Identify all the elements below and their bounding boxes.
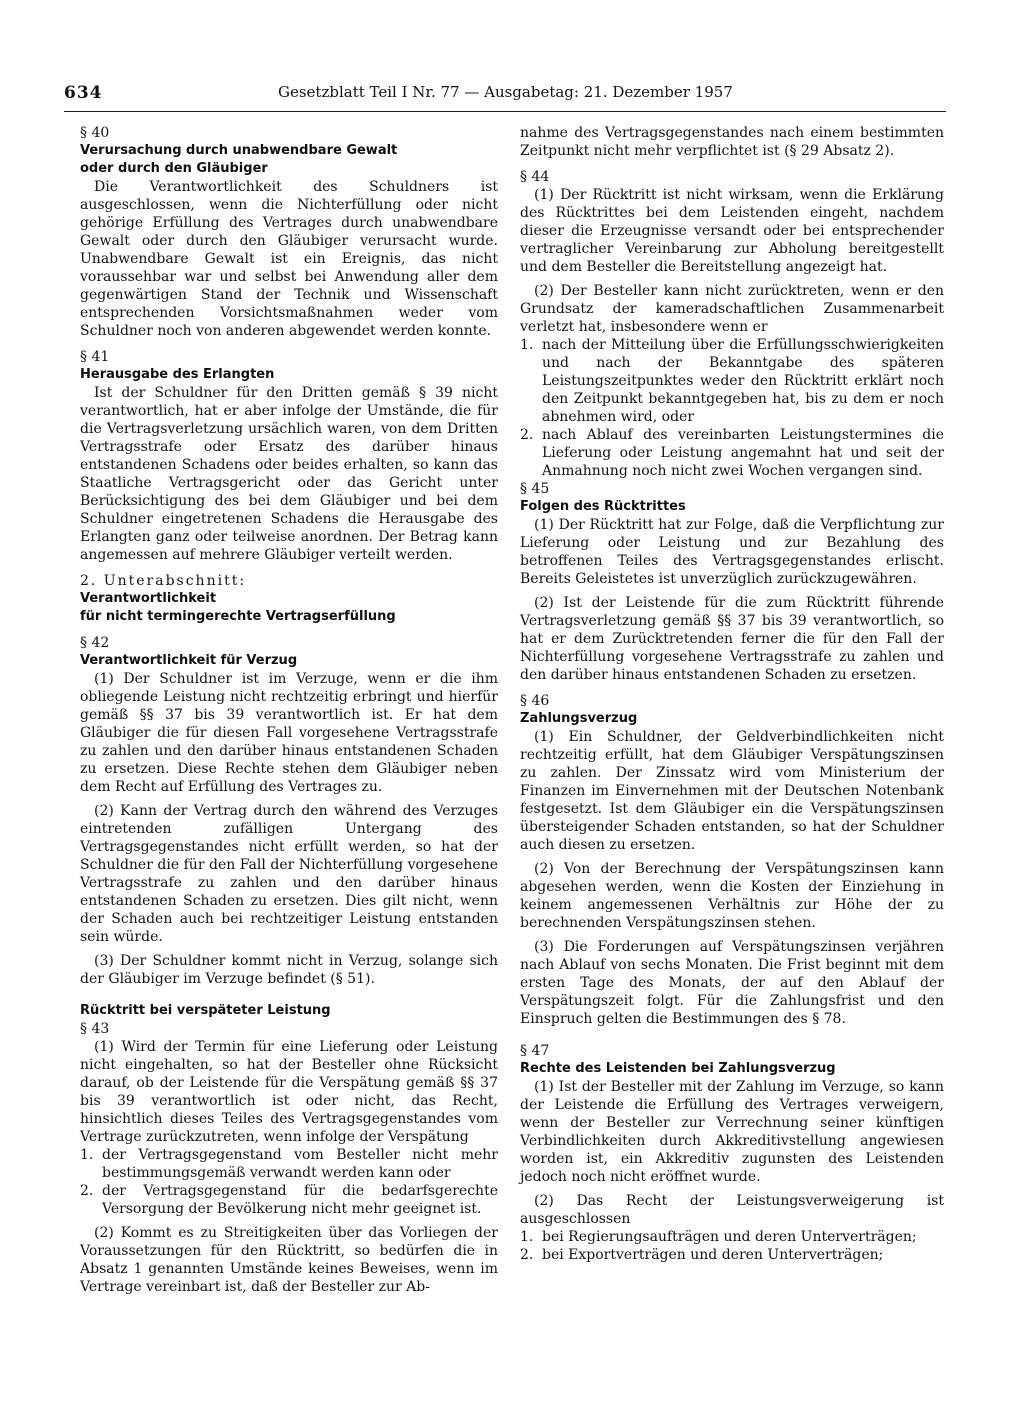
right-column [520,124,944,1264]
page-header [64,83,946,112]
list-item-number: 2. [520,427,534,443]
section-43-title: Rücktritt bei verspäteter Leistung [80,1003,331,1018]
list-item-number: 2. [80,1183,94,1199]
section-43-list-item [80,1146,498,1182]
section-47-list-item [520,1228,944,1246]
section-43-paragraph-1: (1) Wird der Termin für eine Lieferung oder Leistung nicht eingehalten, so hat der Besteller ohne Rücksicht darauf, ob der Leistende für die Verspätung gemäß §§ 37 bis 39 verantwortlich ist oder nicht, das Recht, hinsichtlich dieses Teiles des Vertragsgegenstandes vom Vertrage zurückzutreten, wenn infolge der Verspätung [80,1039,498,1145]
section-44-paragraph-1: (1) Der Rücktritt ist nicht wirksam, wenn die Erklärung des Rücktrittes bei dem Leistenden eingeht, nachdem dieser die Erzeugnisse versandt oder bei entsprechender vertraglicher Vereinbarung zur Abholung bereitgestellt und dem Besteller die Bereitstellung angezeigt hat. [520,187,944,275]
continued-paragraph: nahme des Vertragsgegenstandes nach einem bestimmten Zeitpunkt nicht mehr verpflichtet ist (§ 29 Absatz 2). [520,125,944,159]
section-46-title: Zahlungsverzug [520,711,638,726]
section-47-title: Rechte des Leistenden bei Zahlungsverzug [520,1061,836,1076]
section-45-paragraph-2: (2) Ist der Leistende für die zum Rücktritt führende Vertragsverletzung gemäß §§ 37 bis 39 verantwortlich, so hat er dem Zurücktretenden ferner die für den Fall der Nichterfüllung vorgesehene Vertragsstrafe zu zahlen und den darüber hinaus entstandenen Schaden zu ersetzen. [520,595,944,683]
list-item-number: 2. [520,1247,534,1263]
subsection-2-label: 2. Unterabschnitt: [80,573,247,589]
section-43-list-item [80,1182,498,1218]
section-40-title: Verursachung durch unabwendbare Gewalt [80,143,398,158]
page-number: 634 [64,83,103,103]
section-47-paragraph-2: (2) Das Recht der Leistungsverweigerung ist ausgeschlossen [520,1193,944,1227]
section-40-paragraph: Die Verantwortlichkeit des Schuldners ist ausgeschlossen, wenn die Nichterfüllung oder nicht gehörige Erfüllung des Vertrages durch unabwendbare Gewalt oder durch den Gläubiger verursacht wurde. Unabwendbare Gewalt ist ein Ereignis, das nicht voraussehbar war und selbst bei Anwendung aller dem gegenwärtigen Stand der Technik und Wissenschaft entsprechenden Vorsichtsmaßnahmen weder vom Schuldner noch von anderen abgewendet werden konnte. [80,179,498,339]
section-45-number: § 45 [520,481,550,497]
list-item-number: 1. [520,337,534,353]
section-45-title: Folgen des Rücktrittes [520,499,686,514]
section-41-paragraph: Ist der Schuldner für den Dritten gemäß § 39 nicht verantwortlich, hat er aber infolge der Umstände, die für die Vertragsverletzung ursächlich waren, von dem Dritten Vertragsstrafe oder Ersatz des darüber hinaus entstandenen Schadens oder beides erhalten, so kann das Staatliche Vertragsgericht oder das Gericht unter Berücksichtigung des bei dem Gläubiger und bei dem Schuldner eingetretenen Schadens die Herausgabe des Erlangten ganz oder teilweise anordnen. Der Betrag kann angemessen auf mehrere Gläubiger verteilt werden. [80,385,498,563]
section-47-list-item [520,1246,944,1264]
section-42-paragraph-1: (1) Der Schuldner ist im Verzuge, wenn er die ihm obliegende Leistung nicht rechtzeitig erbringt und hierfür gemäß §§ 37 bis 39 verantwortlich ist. Er hat dem Gläubiger die für diesen Fall vorgesehene Vertragsstrafe zu zahlen und den darüber hinaus entstandenen Schaden zu ersetzen. Diese Rechte stehen dem Gläubiger neben dem Recht auf Erfüllung des Vertrages zu. [80,671,498,795]
left-column [80,124,498,1296]
subsection-2-title-line2: für nicht termingerechte Vertragserfüllung [80,609,396,624]
section-46-paragraph-1: (1) Ein Schuldner, der Geldverbindlichkeiten nicht rechtzeitig erfüllt, hat dem Gläubiger Verspätungszinsen zu zahlen. Der Zinssatz wird vom Ministerium der Finanzen im Einvernehmen mit der Deutschen Notenbank festgesetzt. Ist dem Gläubiger ein die Verspätungszinsen übersteigender Schaden entstanden, so hat der Schuldner auch diesen zu ersetzen. [520,729,944,853]
section-42-paragraph-2: (2) Kann der Vertrag durch den während des Verzuges eintretenden zufälligen Untergang des Vertragsgegenstandes nicht erfüllt werden, so hat der Schuldner die für den Fall der Nichterfüllung vorgesehene Vertragsstrafe zu zahlen und den darüber hinaus entstandenen Schaden zu ersetzen. Dies gilt nicht, wenn der Schaden auch bei rechtzeitiger Leistung entstanden sein würde. [80,803,498,945]
list-item-text: bei Regierungsaufträgen und deren Unterverträgen; [542,1229,917,1245]
section-40-number: § 40 [80,125,110,141]
running-title: Gesetzblatt Teil I Nr. 77 — Ausgabetag: 21. Dezember 1957 [278,83,733,101]
section-45-paragraph-1: (1) Der Rücktritt hat zur Folge, daß die Verpflichtung zur Lieferung oder Leistung und zur Bezahlung des betroffenen Teiles des Vertragsgegenstandes erlischt. Bereits Geleistetes ist unverzüglich zurückzugewähren. [520,517,944,587]
section-44-paragraph-2: (2) Der Besteller kann nicht zurücktreten, wenn er den Grundsatz der kameradschaftlichen Zusammenarbeit verletzt hat, insbesondere wenn er [520,283,944,335]
list-item-text: der Vertragsgegenstand vom Besteller nicht mehr bestimmungsgemäß verwandt werden kann oder [102,1147,498,1181]
list-item-text: nach Ablauf des vereinbarten Leistungstermines die Lieferung oder Leistung angemahnt hat und seit der Anmahnung noch nicht zwei Wochen vergangen sind. [542,427,944,479]
section-44-number: § 44 [520,169,550,185]
section-46-paragraph-3: (3) Die Forderungen auf Verspätungszinsen verjähren nach Ablauf von sechs Monaten. Die Frist beginnt mit dem ersten Tage des Monats, der auf den Ablauf der Verspätungszeit folgt. Für die Zahlungsfrist und den Einspruch gelten die Bestimmungen des § 78. [520,939,944,1027]
list-item-number: 1. [520,1229,534,1245]
section-44-list-item [520,336,944,426]
list-item-number: 1. [80,1147,94,1163]
list-item-text: nach der Mitteilung über die Erfüllungsschwierigkeiten und nach der Bekanntgabe des späteren Leistungszeitpunktes weder den Rücktritt erklärt noch den Zeitpunkt bekanntgegeben hat, bis zu dem er noch abnehmen wird, oder [542,337,944,425]
section-42-title: Verantwortlichkeit für Verzug [80,653,298,668]
section-40-title-line2: oder durch den Gläubiger [80,161,268,176]
section-47-paragraph-1: (1) Ist der Besteller mit der Zahlung im Verzuge, so kann der Leistende die Erfüllung des Vertrages verweigern, wenn der Besteller zur Verrechnung seiner künftigen Verbindlichkeiten durch Akkreditivstellung angewiesen worden ist, ein Akkreditiv zugunsten des Leistenden jedoch noch nicht eröffnet wurde. [520,1079,944,1185]
section-43-paragraph-2: (2) Kommt es zu Streitigkeiten über das Vorliegen der Voraussetzungen für den Rücktritt, so bedürfen die in Absatz 1 genannten Umstände keines Beweises, wenn im Vertrage vereinbart ist, daß der Besteller zur Ab- [80,1225,498,1295]
section-47-number: § 47 [520,1043,550,1059]
section-41-number: § 41 [80,349,110,365]
section-41-title: Herausgabe des Erlangten [80,367,275,382]
section-42-number: § 42 [80,635,110,651]
subsection-2-title: Verantwortlichkeit [80,591,217,606]
section-42-paragraph-3: (3) Der Schuldner kommt nicht in Verzug, solange sich der Gläubiger im Verzuge befindet (§ 51). [80,953,498,987]
section-44-list-item [520,426,944,480]
section-46-number: § 46 [520,693,550,709]
section-46-paragraph-2: (2) Von der Berechnung der Verspätungszinsen kann abgesehen werden, wenn die Kosten der Einziehung in keinem angemessenen Verhältnis zur Höhe der zu berechnenden Verspätungszinsen stehen. [520,861,944,931]
list-item-text: der Vertragsgegenstand für die bedarfsgerechte Versorgung der Bevölkerung nicht mehr geeignet ist. [102,1183,498,1217]
list-item-text: bei Exportverträgen und deren Unterverträgen; [542,1247,884,1263]
section-43-number: § 43 [80,1021,110,1037]
